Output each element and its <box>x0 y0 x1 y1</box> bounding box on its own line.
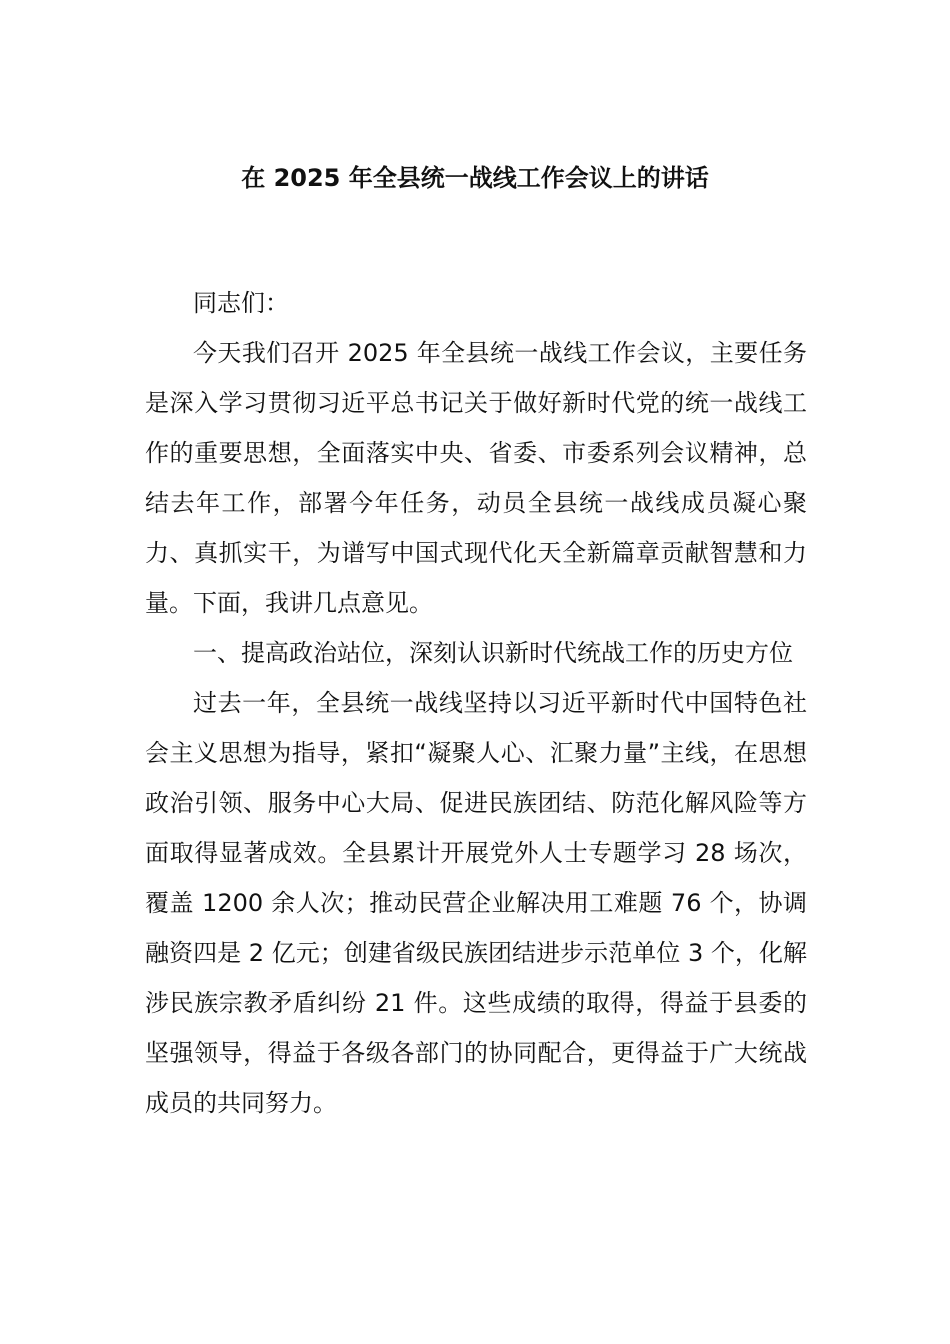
section-heading-1: 一、提高政治站位，深刻认识新时代统战工作的历史方位 <box>193 639 793 667</box>
achievements-paragraph: 过去一年，全县统一战线坚持以习近平新时代中国特色社会主义思想为指导，紧扣“凝聚人心、汇聚力量”主线，在思想政治引领、服务中心大局、促进民族团结、防范化解风险等方面取得显著成效。全县累计开展党外人士专题学习 28 场次，覆盖 1200 余人次；推动民营企业解决用工难题 76 个，协调融资四是 2 亿元；创建省级民族团结进步示范单位 3 个，化解涉民族宗教矛盾纠纷 21 件。这些成绩的取得，得益于县委的坚强领导，得益于各级各部门的协同配合，更得益于广大统战成员的共同努力。 <box>145 689 807 1117</box>
document-body <box>145 278 807 1128</box>
document-title: 在 2025 年全县统一战线工作会议上的讲话 <box>241 164 709 192</box>
salutation-paragraph: 同志们： <box>193 289 289 317</box>
intro-paragraph: 今天我们召开 2025 年全县统一战线工作会议，主要任务是深入学习贯彻习近平总书记关于做好新时代党的统一战线工作的重要思想，全面落实中央、省委、市委系列会议精神，总结去年工作，部署今年任务，动员全县统一战线成员凝心聚力、真抓实干，为谱写中国式现代化天全新篇章贡献智慧和力量。下面，我讲几点意见。 <box>145 339 807 617</box>
